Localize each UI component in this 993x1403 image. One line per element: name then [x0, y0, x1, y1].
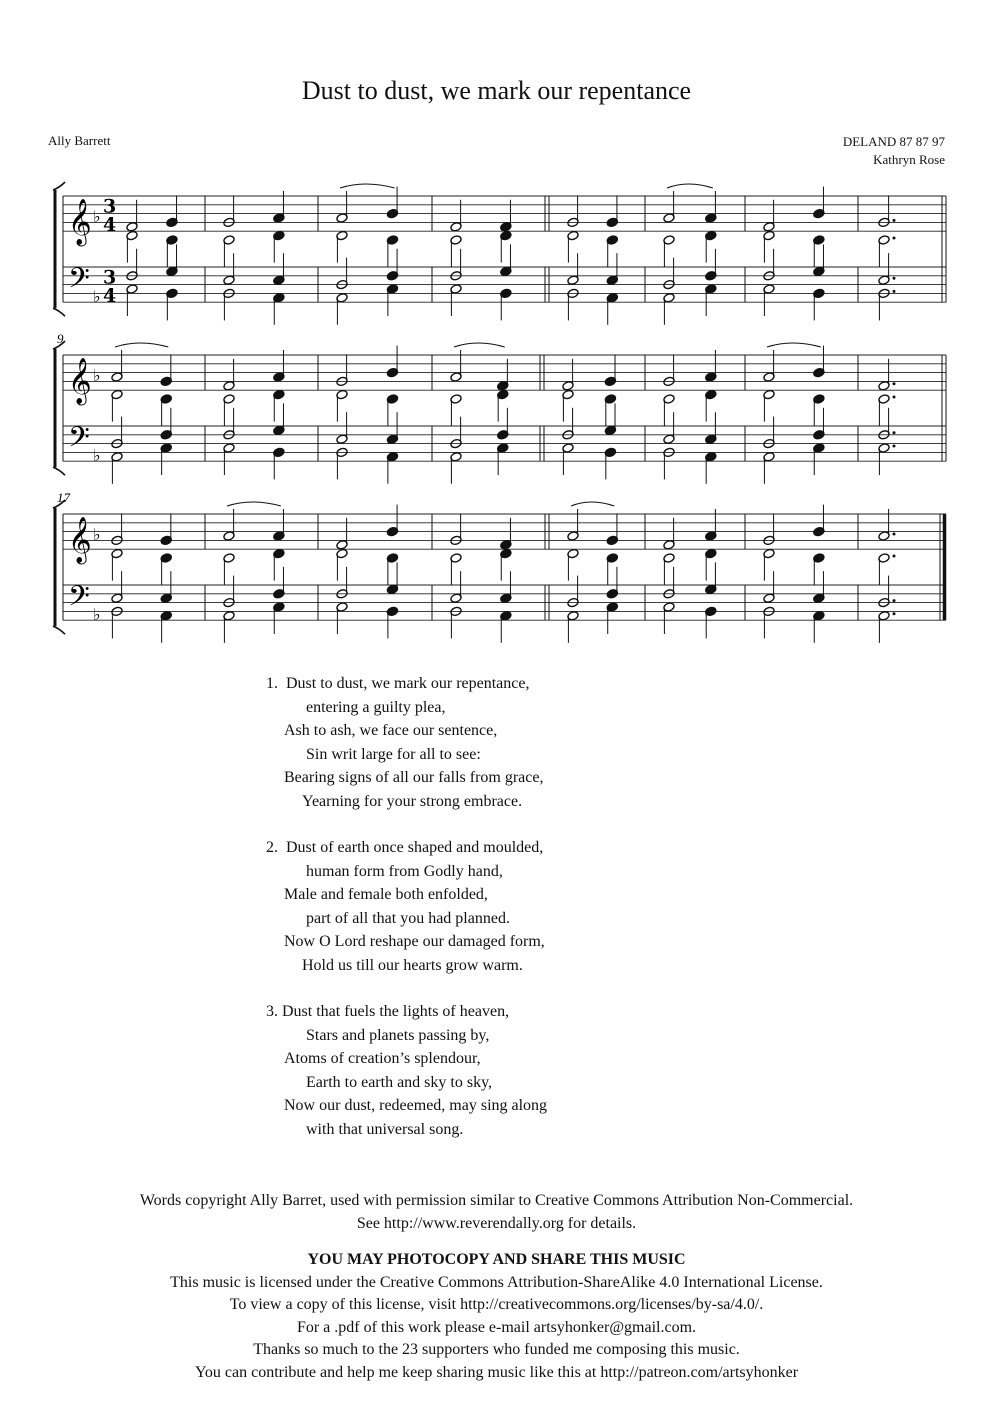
slur [571, 502, 614, 506]
dot [893, 612, 896, 615]
license-line: For a .pdf of this work please e-mail artsyhonker@gmail.com. [296, 1318, 697, 1336]
bracket-hook [53, 308, 65, 316]
bracket-hook [53, 182, 65, 190]
treble-clef: 𝄞 [68, 199, 92, 246]
dot [893, 431, 896, 434]
key-flat: ♭ [93, 445, 101, 465]
author-credit: Ally Barrett [48, 133, 111, 148]
bracket-hook [53, 467, 65, 475]
composer-credit: Kathryn Rose [873, 152, 945, 167]
verse-2 [266, 836, 746, 977]
copyright-line: See http://www.reverendally.org for details. [356, 1214, 637, 1232]
key-flat: ♭ [93, 286, 101, 306]
dot [893, 277, 896, 280]
verse-1 [266, 672, 746, 813]
slur [227, 502, 281, 506]
dot [893, 599, 896, 602]
page-title: Dust to dust, we mark our repentance [301, 76, 692, 105]
verse-line: Male and female both enfolded, [284, 886, 488, 903]
time-signature-bottom: 4 [103, 284, 117, 307]
verse-line: entering a guilty plea, [306, 698, 446, 716]
hymn-verses [266, 672, 746, 1164]
treble-clef: 𝄞 [68, 358, 92, 405]
verse-line: Now our dust, redeemed, may sing along [284, 1097, 548, 1114]
verse-line: part of all that you had planned. [306, 909, 510, 927]
slur [454, 343, 505, 347]
time-signature-bottom: 4 [103, 213, 117, 236]
verse-line: Yearning for your strong embrace. [302, 792, 523, 810]
bass-clef: 𝄢 [68, 421, 90, 461]
verse-3 [266, 1000, 746, 1141]
slur [115, 343, 168, 347]
system-number: 9 [57, 331, 64, 346]
verse-line: Hold us till our hearts grow warm. [302, 956, 523, 974]
dot [893, 290, 896, 293]
bracket-hook [53, 626, 65, 634]
license-line: This music is licensed under the Creative Commons Attribution-ShareAlike 4.0 International License. [170, 1273, 823, 1291]
verse-line: human form from Godly hand, [306, 862, 503, 880]
verse-line: Stars and planets passing by, [306, 1026, 490, 1044]
key-flat: ♭ [93, 525, 101, 544]
license-line: You can contribute and help me keep sharing music like this at http://patreon.com/artsyhonker [194, 1363, 799, 1381]
verse-line: Bearing signs of all our falls from grace, [284, 769, 544, 786]
slur [767, 343, 821, 347]
footer [0, 1190, 993, 1384]
verse-line: with that universal song. [306, 1120, 464, 1138]
slur [340, 184, 394, 188]
score-systems [53, 182, 946, 643]
dot [893, 445, 896, 448]
verse-line: 2. Dust of earth once shaped and moulded, [266, 839, 544, 856]
key-flat: ♭ [93, 604, 101, 624]
verse-line: Atoms of creation’s splendour, [284, 1050, 481, 1067]
time-signature-top: 3 [103, 195, 117, 218]
license-heading: YOU MAY PHOTOCOPY AND SHARE THIS MUSIC [307, 1251, 686, 1268]
dot [893, 555, 896, 558]
verse-line: 1. Dust to dust, we mark our repentance, [266, 675, 530, 692]
verse-line: Earth to earth and sky to sky, [306, 1073, 493, 1091]
verse-line: Now O Lord reshape our damaged form, [284, 933, 545, 950]
license-line: Thanks so much to the 23 supporters who funded me composing this music. [253, 1341, 740, 1358]
dot [893, 237, 896, 240]
license-line: To view a copy of this license, visit http://creativecommons.org/licenses/by-sa/4.0/. [229, 1296, 764, 1313]
verse-line: 3. Dust that fuels the lights of heaven, [266, 1003, 510, 1020]
key-flat: ♭ [93, 207, 101, 226]
tune-name: DELAND 87 87 97 [842, 134, 945, 149]
verse-line: Ash to ash, we face our sentence, [284, 722, 498, 739]
bass-clef: 𝄢 [68, 262, 90, 302]
copyright-line: Words copyright Ally Barret, used with permission similar to Creative Commons Attribution Non-Commercial. [139, 1192, 854, 1209]
system-number: 17 [57, 490, 70, 505]
dot [893, 382, 896, 385]
dot [893, 219, 896, 222]
key-flat: ♭ [93, 366, 101, 385]
treble-clef: 𝄞 [68, 517, 92, 564]
bass-clef: 𝄢 [68, 580, 90, 620]
slur [667, 184, 713, 188]
dot [893, 396, 896, 399]
time-signature-top: 3 [103, 266, 117, 289]
dot [893, 533, 896, 536]
verse-line: Sin writ large for all to see: [306, 745, 481, 763]
music-score [0, 0, 993, 680]
